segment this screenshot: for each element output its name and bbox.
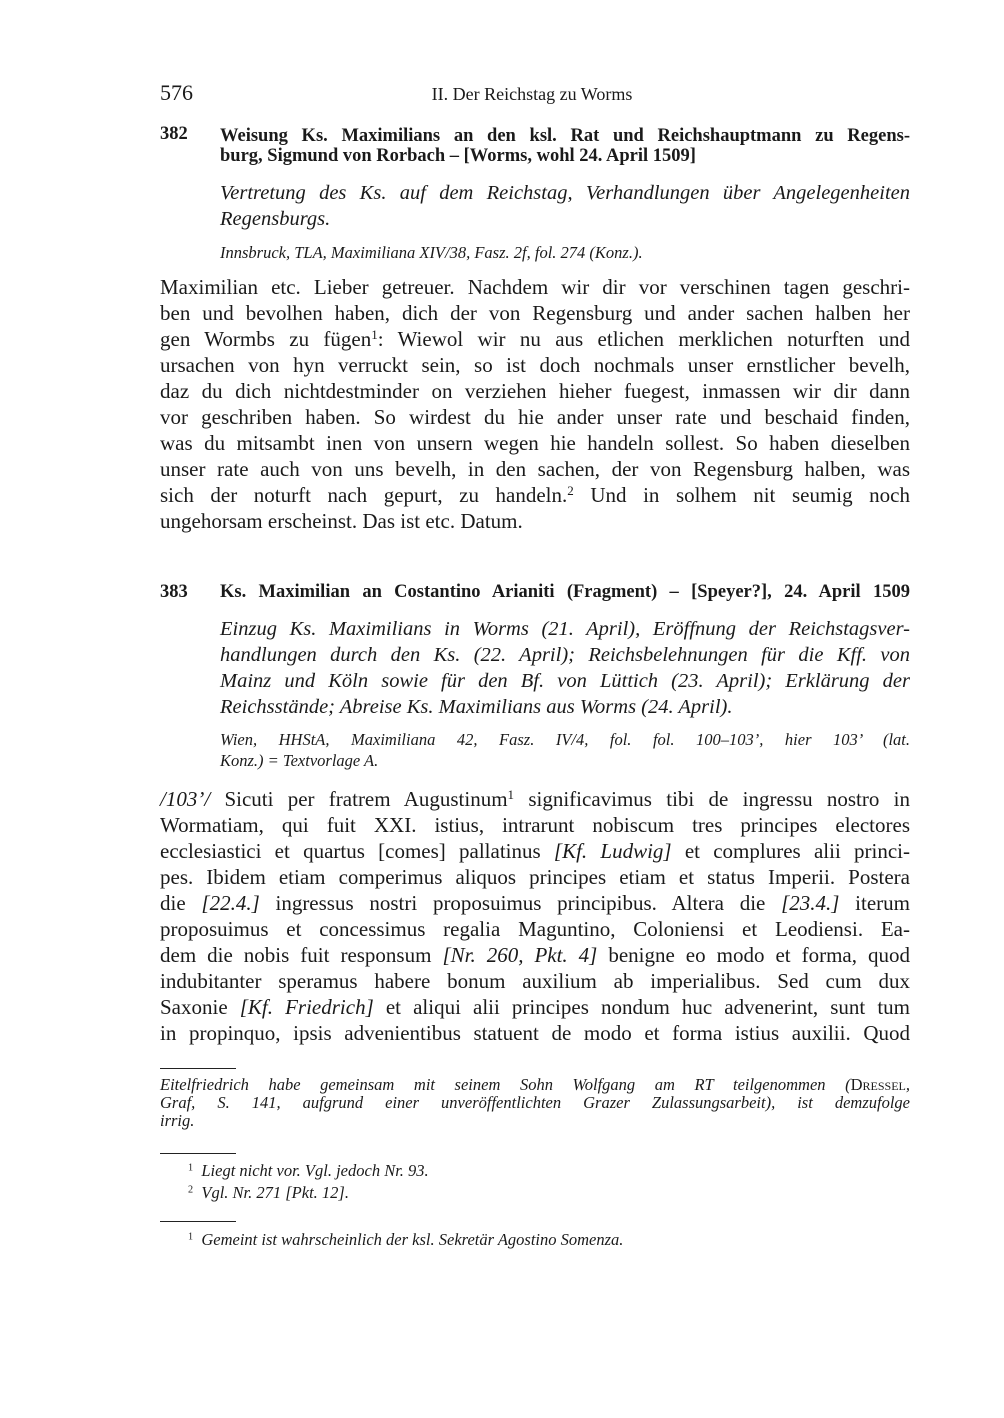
text-line — [160, 1020, 910, 1046]
document-number: 382 — [160, 124, 188, 144]
text-segment: indubitanter speramus habere bonum auxilium ab imperialibus. Sed cum dux — [160, 969, 910, 993]
text-segment: Sicuti per fratrem Augustinum — [210, 787, 508, 811]
footnote — [188, 1229, 623, 1250]
text-segment: unser rate auch von uns bevelh, in den sachen, der von Regensburg halben, was — [160, 457, 910, 481]
editorial-note: [23.4.] — [781, 891, 840, 915]
document-summary — [220, 616, 910, 720]
text-line — [160, 968, 910, 994]
text-line — [160, 456, 910, 482]
text-segment: in propinquo, ipsis advenientibus statuent de modo et forma istius auxilii. Quod — [160, 1021, 910, 1045]
text-segment: ungehorsam erscheinst. Das ist etc. Datum. — [160, 509, 523, 533]
text-segment: sich der noturft nach gepurt, zu handeln. — [160, 483, 568, 507]
document-body — [160, 274, 910, 534]
text-segment: Und in solhem nit seumig noch — [573, 483, 910, 507]
text-segment: Graf, S. 141, aufgrund einer unveröffentlichten Grazer Zulassungsarbeit), ist demzufolge — [160, 1093, 910, 1112]
text-segment: dem die nobis fuit responsum — [160, 943, 443, 967]
text-line — [160, 326, 910, 352]
footnote-text: Liegt nicht vor. Vgl. jedoch Nr. 93. — [201, 1161, 429, 1180]
text-line — [160, 812, 910, 838]
text-segment: was du mitsambt inen von unsern wegen hie handeln sollest. So haben dieselben — [160, 431, 910, 455]
text-segment: benigne eo modo et forma, quod — [597, 943, 910, 967]
text-line — [160, 916, 910, 942]
document-summary — [220, 180, 910, 232]
text-segment: Dressel — [850, 1075, 906, 1094]
text-line — [160, 378, 910, 404]
footnote-rule — [160, 1221, 236, 1222]
document-title — [220, 126, 910, 166]
title-line: Weisung Ks. Maximilians an den ksl. Rat und Reichshauptmann zu Regens- — [220, 126, 910, 146]
page-number: 576 — [160, 80, 193, 105]
footnote — [188, 1160, 429, 1181]
archival-source: Innsbruck, TLA, Maximiliana XIV/38, Fasz. 2f, fol. 274 (Konz.). — [220, 243, 643, 262]
document-number: 383 — [160, 582, 188, 602]
editorial-note: [Kf. Friedrich] — [239, 995, 374, 1019]
text-line — [160, 994, 910, 1020]
footnote-text: Vgl. Nr. 271 [Pkt. 12]. — [201, 1183, 349, 1202]
text-line — [160, 838, 910, 864]
text-segment: et complures alii princi- — [671, 839, 910, 863]
title-line: burg, Sigmund von Rorbach – [Worms, wohl 24. April 1509] — [220, 146, 696, 166]
footnote-marker: 1 — [507, 786, 515, 802]
footnote-marker: 2 — [567, 482, 574, 498]
text-segment: Eitelfriedrich habe gemeinsam mit seinem Sohn Wolfgang am RT teilgenommen ( — [160, 1075, 851, 1094]
text-segment: et aliqui alii principes nondum huc advenerint, sunt tum — [373, 995, 911, 1019]
source-line: Wien, HHStA, Maximiliana 42, Fasz. IV/4, fol. fol. 100–103’, hier 103’ (lat. — [220, 730, 910, 749]
text-segment: ingressus nostri proposuimus principibus. Altera die — [259, 891, 782, 915]
summary-line: Vertretung des Ks. auf dem Reichstag, Verhandlungen über Angelegenheiten — [220, 182, 910, 204]
summary-line: handlungen durch den Ks. (22. April); Reichsbelehnungen für die Kff. von — [220, 644, 910, 666]
document-body — [160, 786, 910, 1046]
text-line — [160, 352, 910, 378]
text-segment: proposuimus et concessimus regalia Maguntino, Coloniensi et Leodiensi. Ea- — [160, 917, 910, 941]
footnote-marker: 1 — [371, 326, 378, 342]
footnote — [188, 1182, 349, 1203]
footnote-rule — [160, 1153, 236, 1154]
text-segment: die — [160, 891, 202, 915]
text-segment: vor geschriben haben. So wirdest du hie ander unser rate und beschaid finden, — [160, 405, 910, 429]
editorial-note: [Kf. Ludwig] — [553, 839, 672, 863]
footnote-number: 1 — [188, 1162, 194, 1174]
text-segment: ben und bevolhen haben, dich der von Regensburg und ander sachen halben her — [160, 301, 910, 325]
footnote-text: Gemeint ist wahrscheinlich der ksl. Sekretär Agostino Somenza. — [201, 1230, 624, 1249]
text-segment: daz du dich nichtdestminder on verziehen hieher fuegest, inmassen wir dir dann — [160, 379, 910, 403]
text-line — [160, 1076, 910, 1094]
text-segment: ecclesiastici et quartus [comes] pallatinus — [160, 839, 554, 863]
text-segment: Maximilian etc. Lieber getreuer. Nachdem wir dir vor verschinen tagen geschri- — [160, 275, 910, 299]
text-line — [160, 942, 910, 968]
summary-line: Regensburgs. — [220, 208, 331, 230]
text-line — [160, 1094, 910, 1112]
footnote-number: 2 — [188, 1184, 194, 1196]
summary-line: Einzug Ks. Maximilians in Worms (21. April), Eröffnung der Reichstagsver- — [220, 618, 910, 640]
text-line — [160, 786, 910, 812]
text-segment: significavimus tibi de ingressu nostro in — [514, 787, 910, 811]
text-segment: : Wiewol wir nu aus etlichen merklichen noturften und — [377, 327, 910, 351]
editorial-note: [22.4.] — [201, 891, 260, 915]
footnote-number: 1 — [188, 1231, 194, 1243]
text-segment: Wormatiam, qui fuit XXI. istius, intrarunt nobiscum tres principes electores — [160, 813, 910, 837]
text-segment: gen Wormbs zu fügen — [160, 327, 372, 351]
text-line — [160, 274, 910, 300]
text-segment: irrig. — [160, 1111, 195, 1130]
text-line — [160, 890, 910, 916]
text-segment: iterum — [839, 891, 911, 915]
summary-line: Mainz und Köln sowie für den Bf. von Lüttich (23. April); Erklärung der — [220, 670, 910, 692]
archival-source — [220, 729, 910, 771]
footnote-rule — [160, 1068, 236, 1069]
footnote-carryover — [160, 1076, 910, 1130]
editorial-note: /103’/ — [160, 787, 211, 811]
text-line — [160, 404, 910, 430]
document-title — [220, 582, 910, 602]
title-line: Ks. Maximilian an Costantino Arianiti (Fragment) – [Speyer?], 24. April 1509 — [220, 582, 910, 602]
text-line — [160, 430, 910, 456]
editorial-note: [Nr. 260, Pkt. 4] — [442, 943, 598, 967]
text-line — [160, 508, 910, 534]
text-segment: pes. Ibidem etiam comperimus aliquos principes etiam et status Imperii. Postera — [160, 865, 910, 889]
text-segment: , — [905, 1075, 910, 1094]
text-line — [160, 864, 910, 890]
text-segment: Saxonie — [160, 995, 240, 1019]
text-segment: ursachen von hyn verruckt sein, so ist doch nochmals unser ernstlicher bevelh, — [160, 353, 910, 377]
source-line: Konz.) = Textvorlage A. — [220, 751, 379, 770]
summary-line: Reichsstände; Abreise Ks. Maximilians aus Worms (24. April). — [220, 696, 733, 718]
text-line — [160, 1112, 910, 1130]
text-line — [160, 482, 910, 508]
running-head: II. Der Reichstag zu Worms — [431, 84, 633, 104]
text-line — [160, 300, 910, 326]
